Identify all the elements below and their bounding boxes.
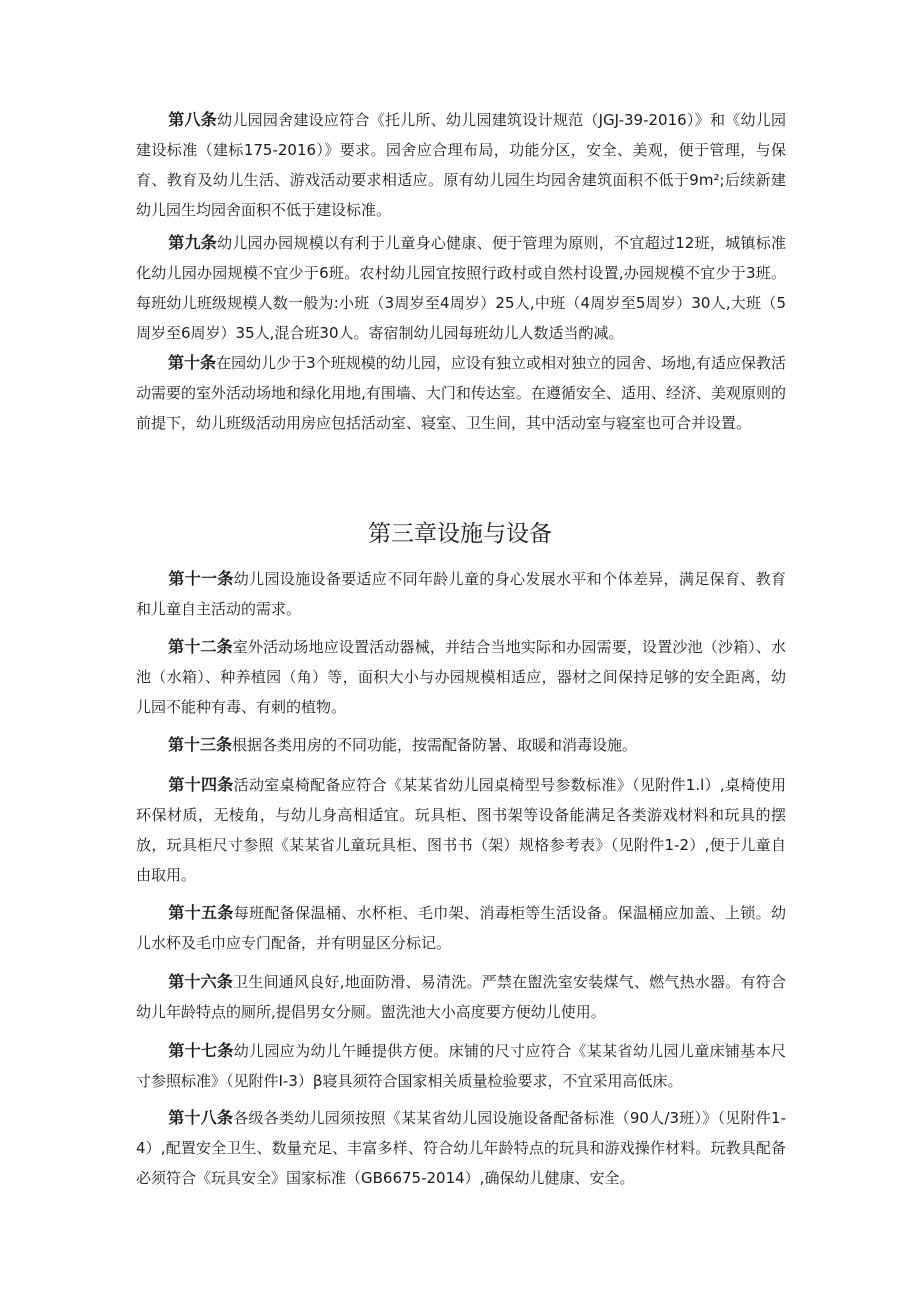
article-text: 幼儿园应为幼儿午睡提供方便。床铺的尺寸应符合《某某省幼儿园儿童床铺基本尺寸参照标准》（见附件I-3）β寝具须符合国家相关质量检验要求，不宜采用高低床。 — [136, 1042, 786, 1090]
article-label: 第十六条 — [168, 972, 234, 991]
article-label: 第十七条 — [168, 1041, 234, 1060]
article-label: 第十四条 — [168, 775, 234, 794]
article-text: 卫生间通风良好,地面防滑、易清洗。严禁在盥洗室安装煤气、燃气热水器。有符合幼儿年龄特点的厕所,提倡男女分厕。盥洗池大小高度要方便幼儿使用。 — [136, 973, 786, 1021]
article-text: 幼儿园园舍建设应符合《托儿所、幼儿园建筑设计规范（JGJ-39-2016）》和《幼儿园建设标准（建标175-2016）》要求。园舍应合理布局，功能分区，安全、美观，便于管理，与保育、教育及幼儿生活、游戏活动要求相适应。原有幼儿园生均园舍建筑面积不低于9m²;后续新建幼儿园生均园舍面积不低于建设标准。 — [136, 111, 786, 219]
article-15 — [136, 898, 786, 958]
article-13 — [136, 730, 786, 760]
article-text: 活动室桌椅配备应符合《某某省幼儿园桌椅型号参数标准》（见附件1.l）,桌椅使用环保材质，无棱角，与幼儿身高相适宜。玩具柜、图书架等设备能满足各类游戏材料和玩具的摆放，玩具柜尺寸参照《某某省儿童玩具柜、图书书（架）规格参考表》（见附件1-2）,便于儿童自由取用。 — [136, 776, 786, 884]
article-11 — [136, 564, 786, 624]
article-text: 每班配备保温桶、水杯柜、毛巾架、消毒柜等生活设备。保温桶应加盖、上锁。幼儿水杯及毛巾应专门配备，并有明显区分标记。 — [136, 904, 786, 952]
article-10 — [136, 348, 786, 438]
article-18 — [136, 1103, 786, 1193]
article-text: 幼儿园设施设备要适应不同年龄儿童的身心发展水平和个体差异，满足保育、教育和儿童自主活动的需求。 — [136, 570, 786, 618]
article-label: 第十五条 — [168, 903, 234, 922]
article-14 — [136, 770, 786, 890]
chapter-title: 第三章设施与设备 — [368, 521, 552, 547]
article-label: 第十二条 — [168, 637, 233, 656]
article-label: 第九条 — [168, 233, 218, 252]
article-text: 幼儿园办园规模以有利于儿童身心健康、便于管理为原则，不宜超过12班，城镇标准化幼儿园办园规模不宜少于6班。农村幼儿园宜按照行政村或自然村设置,办园规模不宜少于3班。每班幼儿班级规模人数一般为:小班（3周岁至4周岁）25人,中班（4周岁至5周岁）30人,大班（5周岁至6周岁）35人,混合班30人。寄宿制幼儿园每班幼儿人数适当酌减。 — [136, 234, 786, 342]
article-17 — [136, 1036, 786, 1096]
article-8 — [136, 105, 786, 225]
article-label: 第十条 — [168, 353, 217, 372]
article-label: 第十八条 — [168, 1108, 234, 1127]
article-label: 第十一条 — [168, 569, 234, 588]
article-label: 第八条 — [168, 110, 218, 129]
article-text: 各级各类幼儿园须按照《某某省幼儿园设施设备配备标准（90人/3班）》（见附件1-4）,配置安全卫生、数量充足、丰富多样、符合幼儿年龄特点的玩具和游戏操作材料。玩教具配备必须符合《玩具安全》国家标准（GB6675-2014）,确保幼儿健康、安全。 — [136, 1109, 786, 1187]
article-12 — [136, 632, 786, 722]
article-16 — [136, 967, 786, 1027]
article-label: 第十三条 — [168, 735, 233, 754]
article-text: 根据各类用房的不同功能，按需配备防暑、取暖和消毒设施。 — [232, 736, 638, 754]
article-text: 室外活动场地应设置活动器械，并结合当地实际和办园需要，设置沙池（沙箱）、水池（水箱）、种养植园（角）等，面积大小与办园规模相适应，器材之间保持足够的安全距离，幼儿园不能种有毒、有刺的植物。 — [136, 638, 786, 716]
article-text: 在园幼儿少于3个班规模的幼儿园，应设有独立或相对独立的园舍、场地,有适应保教活动需要的室外活动场地和绿化用地,有围墙、大门和传达室。在遵循安全、适用、经济、美观原则的前提下，幼儿班级活动用房应包括活动室、寝室、卫生间，其中活动室与寝室也可合并设置。 — [136, 354, 786, 432]
article-9 — [136, 228, 786, 348]
